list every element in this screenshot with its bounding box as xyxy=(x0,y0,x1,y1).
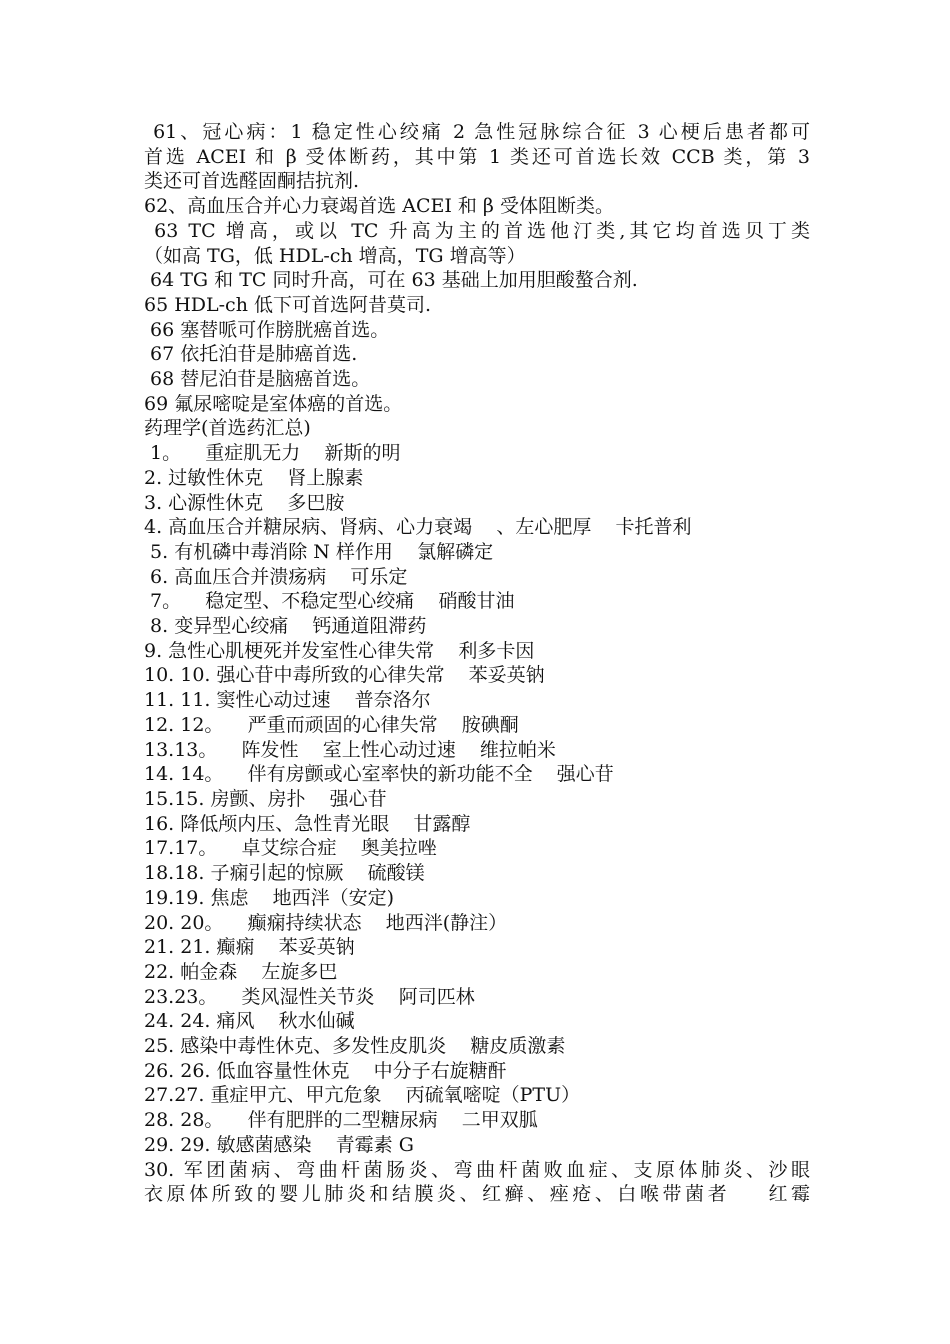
text-line: 20. 20。 癫痫持续状态 地西泮(静注） xyxy=(144,911,508,934)
text-line: 11. 11. 窦性心动过速 普奈洛尔 xyxy=(144,689,431,712)
text-line: 16. 降低颅内压、急性青光眼 甘露醇 xyxy=(144,812,471,835)
text-line: 30. 军团菌病、弯曲杆菌肠炎、弯曲杆菌败血症、支原体肺炎、沙眼 xyxy=(144,1158,810,1181)
text-line: 69 氟尿嘧啶是室体癌的首选。 xyxy=(144,392,403,415)
document-page xyxy=(144,120,810,1207)
text-line: （如高 TG，低 HDL-ch 增高，TG 增高等） xyxy=(144,244,526,267)
text-line: 65 HDL-ch 低下可首选阿昔莫司. xyxy=(144,293,432,316)
text-line: 62、高血压合并心力衰竭首选 ACEI 和 β 受体阻断类。 xyxy=(144,195,614,218)
text-line: 8. 变异型心绞痛 钙通道阻滞药 xyxy=(144,615,427,638)
text-line: 28. 28。 伴有肥胖的二型糖尿病 二甲双胍 xyxy=(144,1109,538,1132)
text-line: 3. 心源性休克 多巴胺 xyxy=(144,491,345,514)
text-line: 25. 感染中毒性休克、多发性皮肌炎 糖皮质激素 xyxy=(144,1035,566,1058)
text-line: 18.18. 子痫引起的惊厥 硫酸镁 xyxy=(144,862,425,885)
text-line: 17.17。 卓艾综合症 奥美拉唑 xyxy=(144,837,437,860)
text-line: 19.19. 焦虑 地西泮（安定) xyxy=(144,886,395,909)
text-line: 68 替尼泊苷是脑癌首选。 xyxy=(144,368,371,391)
text-line: 9. 急性心肌梗死并发室性心律失常 利多卡因 xyxy=(144,639,535,662)
text-line: 7。 稳定型、不稳定型心绞痛 硝酸甘油 xyxy=(144,590,515,613)
text-line: 14. 14。 伴有房颤或心室率快的新功能不全 强心苷 xyxy=(144,763,614,786)
text-line: 衣原体所致的婴儿肺炎和结膜炎、红癣、痤疮、白喉带菌者 红霉 xyxy=(144,1183,810,1206)
text-line: 10. 10. 强心苷中毒所致的心律失常 苯妥英钠 xyxy=(144,664,545,687)
text-line: 4. 高血压合并糖尿病、肾病、心力衰竭 、左心肥厚 卡托普利 xyxy=(144,516,692,539)
text-line: 67 依托泊苷是肺癌首选. xyxy=(144,343,358,366)
text-line: 22. 帕金森 左旋多巴 xyxy=(144,960,338,983)
text-line: 23.23。 类风湿性关节炎 阿司匹林 xyxy=(144,985,475,1008)
text-line: 64 TG 和 TC 同时升高，可在 63 基础上加用胆酸螯合剂. xyxy=(144,269,638,292)
text-line: 首选 ACEI 和 β 受体断药，其中第 1 类还可首选长效 CCB 类，第 3 xyxy=(144,145,810,168)
text-line: 21. 21. 癫痫 苯妥英钠 xyxy=(144,936,355,959)
text-line: 61、冠心病：1 稳定性心绞痛 2 急性冠脉综合征 3 心梗后患者都可 xyxy=(144,121,810,143)
text-line: 类还可首选醛固酮拮抗剂. xyxy=(144,170,360,193)
text-line: 药理学(首选药汇总) xyxy=(144,417,311,440)
text-line: 5. 有机磷中毒消除 N 样作用 氯解磷定 xyxy=(144,540,494,563)
text-line: 63 TC 增高，或以 TC 升高为主的首选他汀类,其它均首选贝丁类 xyxy=(144,219,811,242)
text-line: 2. 过敏性休克 肾上腺素 xyxy=(144,466,364,489)
text-line: 26. 26. 低血容量性休克 中分子右旋糖酐 xyxy=(144,1059,507,1082)
text-line: 24. 24. 痛风 秋水仙碱 xyxy=(144,1010,355,1033)
text-line: 29. 29. 敏感菌感染 青霉素 G xyxy=(144,1133,414,1156)
text-line: 1。 重症肌无力 新斯的明 xyxy=(144,442,401,465)
text-line: 12. 12。 严重而顽固的心律失常 胺碘酮 xyxy=(144,713,519,736)
text-line: 13.13。 阵发性 室上性心动过速 维拉帕米 xyxy=(144,738,556,761)
text-line: 27.27. 重症甲亢、甲亢危象 丙硫氧嘧啶（PTU） xyxy=(144,1084,581,1107)
text-line: 66 塞替哌可作膀胱癌首选。 xyxy=(144,318,390,341)
text-line: 6. 高血压合并溃疡病 可乐定 xyxy=(144,565,408,588)
text-line: 15.15. 房颤、房扑 强心苷 xyxy=(144,787,387,810)
